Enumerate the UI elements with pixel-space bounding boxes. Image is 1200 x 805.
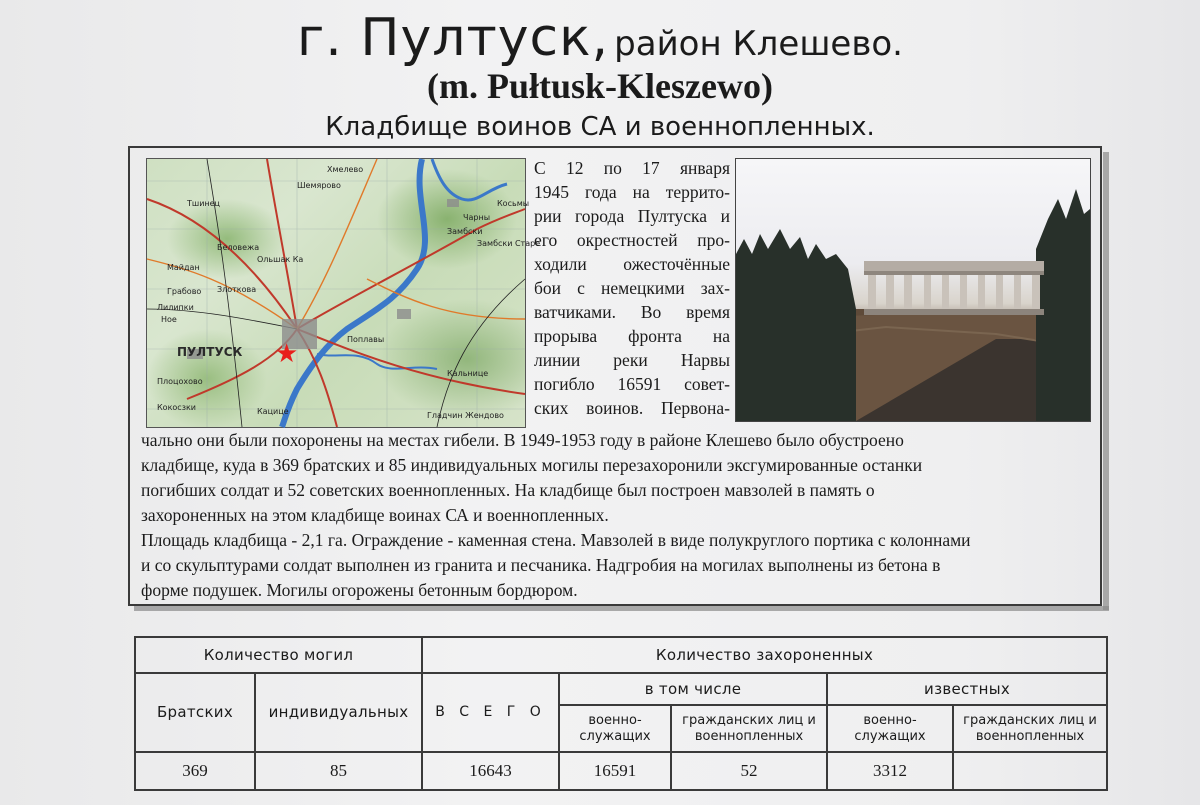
header-line: гражданских лиц и: [682, 712, 816, 728]
section-heading: Кладбище воинов СА и военнопленных.: [325, 112, 875, 142]
body-line: и со скульптурами солдат выполнен из гранита и песчаника. Надгробия на могилах выполнены из бетона в: [141, 555, 941, 575]
memorial-photo: [735, 158, 1091, 422]
map-place: Шемярово: [297, 181, 341, 190]
military-including-header: [559, 705, 671, 751]
individual-graves-value: 85: [255, 752, 422, 790]
location-map: [146, 158, 541, 428]
map-city-label: ПУЛТУСК: [177, 345, 243, 359]
map-place: Замбски: [447, 227, 483, 236]
body-column-line: прорыва фронта на: [534, 326, 730, 346]
star-marker-icon: ★: [275, 339, 299, 368]
title-city: г. Пултуск,: [296, 8, 610, 68]
map-place: Кацице: [257, 407, 289, 416]
map-place: Гладчин Жендово: [427, 411, 504, 420]
map-place: Ное: [161, 315, 177, 324]
header-line: служащих: [854, 728, 926, 744]
header-line: военно-: [588, 712, 642, 728]
body-column-line: ских воинов. Первона-: [534, 398, 730, 418]
map-place: Замбски Старе: [477, 239, 541, 248]
mass-graves-header: Братских: [135, 673, 255, 752]
civil-known-header: [953, 705, 1107, 751]
frame-shadow-right: [1103, 152, 1109, 610]
map-place: Поплавы: [347, 335, 385, 344]
map-place: Хмелево: [327, 165, 364, 174]
body-line: погибших солдат и 52 советских военнопленных. На кладбище был построен мавзолей в память о: [141, 480, 875, 500]
map-place: Лилипки: [157, 303, 194, 312]
map-place: Ольшак Ка: [257, 255, 304, 264]
individual-graves-header: индивидуальных: [255, 673, 422, 752]
military-known-value: 3312: [827, 752, 953, 790]
map-place: Кальнице: [447, 369, 489, 378]
body-column-line: С 12 по 17 января: [534, 158, 730, 178]
body-column-line: рии города Пултуска и: [534, 206, 730, 226]
header-line: гражданских лиц и: [963, 712, 1097, 728]
title-district: район Клешево.: [614, 24, 903, 64]
total-header: В С Е Г О: [422, 673, 559, 752]
body-line: форме подушек. Могилы огорожены бетонным бордюром.: [141, 580, 578, 600]
map-place: Майдан: [167, 263, 200, 272]
map-place: Злоткова: [217, 285, 257, 294]
header-line: военнопленных: [975, 728, 1085, 744]
map-place: Чарны: [463, 213, 491, 222]
civil-including-header: [671, 705, 827, 751]
known-header: известных: [827, 673, 1107, 705]
body-column-line: бои с немецкими зах-: [534, 278, 730, 298]
body-column-line: ходили ожесточённые: [534, 254, 730, 274]
graves-header: Количество могил: [135, 637, 422, 673]
civil-known-value: [953, 752, 1107, 790]
body-line: кладбище, куда в 369 братских и 85 индивидуальных могилы перезахоронили эксгумированные останки: [141, 455, 923, 475]
body-column-line: 1945 года на террито-: [534, 182, 730, 202]
map-place: Беловежа: [217, 243, 260, 252]
map-place: Косьмы: [497, 199, 530, 208]
body-column-line: его окрестностей про-: [534, 230, 730, 250]
header-line: военнопленных: [694, 728, 804, 744]
burials-header: Количество захороненных: [422, 637, 1107, 673]
body-column-line: погибло 16591 совет-: [534, 374, 730, 394]
map-place: Плоцохово: [157, 377, 203, 386]
map-place: Кокосзки: [157, 403, 196, 412]
total-value: 16643: [422, 752, 559, 790]
burial-statistics-table: [134, 636, 1108, 791]
page-title: [0, 8, 1200, 68]
body-line: Площадь кладбища - 2,1 га. Ограждение - каменная стена. Мавзолей в виде полукруглого портика с колоннами: [141, 530, 971, 550]
title-latin: (m. Pułtusk-Kleszewo): [427, 66, 773, 106]
frame-shadow-bottom: [134, 606, 1109, 611]
header-line: служащих: [579, 728, 651, 744]
including-header: в том числе: [559, 673, 827, 705]
military-known-header: [827, 705, 953, 751]
header-line: военно-: [863, 712, 917, 728]
body-line: захороненных на этом кладбище воинах СА и военнопленных.: [141, 505, 609, 525]
body-line: чально они были похоронены на местах гибели. В 1949-1953 году в районе Клешево было обустроено: [141, 430, 904, 450]
photo-drawing: [736, 159, 1090, 421]
mass-graves-value: 369: [135, 752, 255, 790]
civil-including-value: 52: [671, 752, 827, 790]
military-including-value: 16591: [559, 752, 671, 790]
body-column-line: линии реки Нарвы: [534, 350, 730, 370]
map-place: Тшинец: [187, 199, 221, 208]
map-place: Грабово: [167, 287, 202, 296]
body-column-line: ватчиками. Во время: [534, 302, 730, 322]
